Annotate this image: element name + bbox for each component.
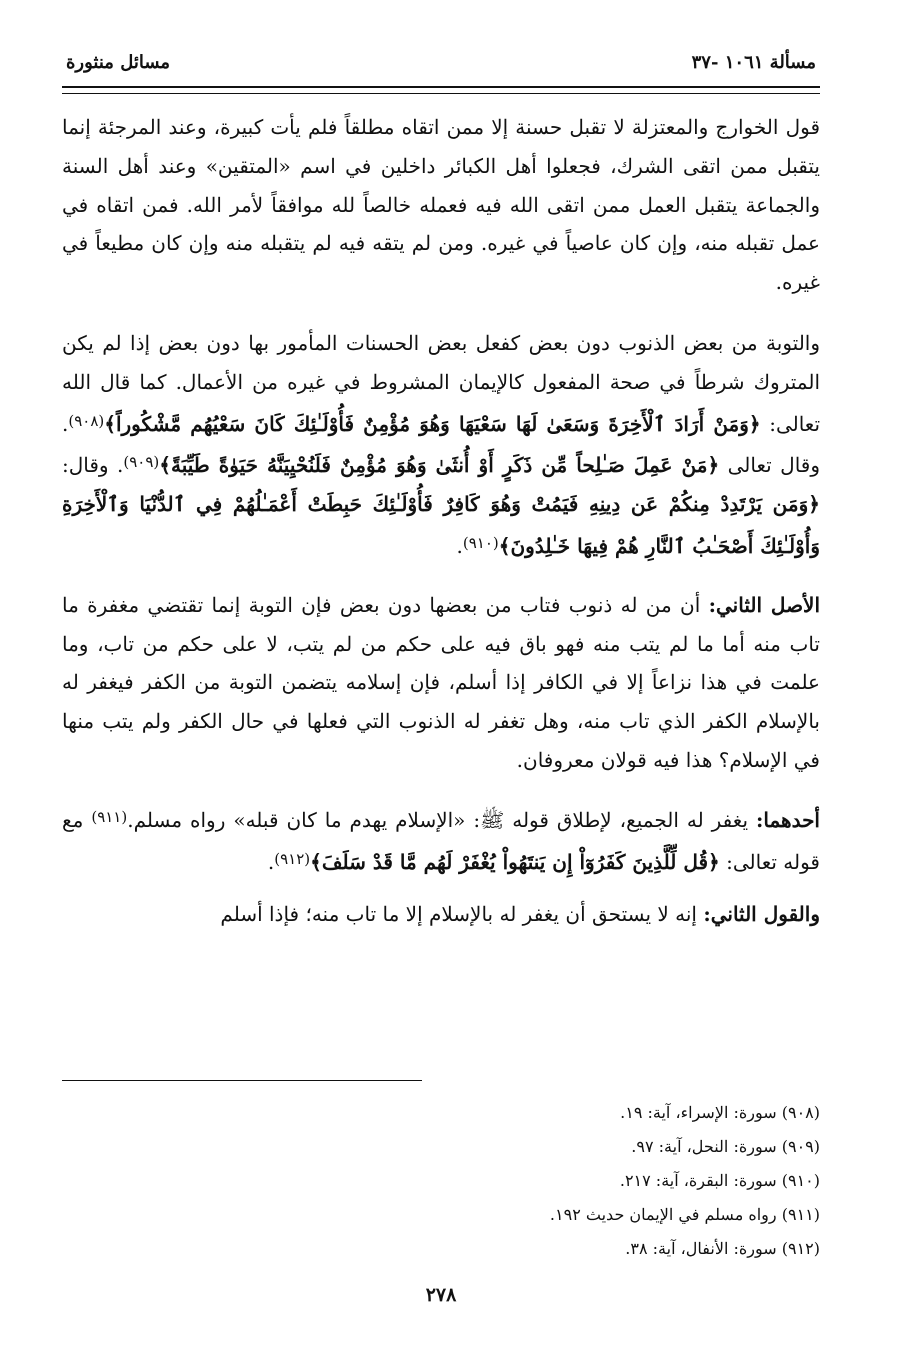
paragraph-4 (62, 798, 820, 882)
paragraph-4-text-2: مع قوله تعالى: (62, 807, 820, 874)
footnote-912: (٩١٢) سورة: الأنفال، آية: ٣٨. (625, 1239, 820, 1258)
paragraph-3 (62, 586, 820, 780)
header-issue-number: مسألة ١٠٦١ -٣٧ (691, 52, 816, 73)
paragraph-2-text-3: . وقال: (62, 453, 124, 478)
second-opinion-heading: والقول الثاني: (703, 902, 820, 927)
first-opinion-heading: أحدهما: (755, 807, 820, 832)
paragraph-3-text: أن من له ذنوب فتاب من بعضها دون بعض فإن التوبة إنما تقتضي مغفرة ما تاب منه أما ما لم يتب منه فهو باق فيه على حكم من لم يتب، لا على حكم من تاب، وما علمت في هذا نزاعاً إلا في الكافر إذا أسلم، فإن إسلامه يتضمن التوبة من الكفر فيغفر له بالإسلام الكفر الذي تاب منه، وهل تغفر له الذنوب التي فعلها في حال الكفر ولم يتب منها في الإسلام؟ هذا فيه قولان معروفان. (62, 592, 820, 772)
principle-heading: الأصل الثاني: (708, 592, 821, 617)
header-rule (62, 86, 820, 94)
paragraph-4-end: . (267, 849, 275, 874)
footnote-separator (62, 1080, 422, 1081)
footnotes (62, 1096, 820, 1266)
quran-verse-3: ﴿وَمَن يَرْتَدِدْ مِنكُمْ عَن دِينِهِ فَيَمُتْ وَهُوَ كَافِرٌ فَأُوْلَـٰئِكَ حَبِطَتْ أَعْمَـٰلُهُمْ فِي ٱلدُّنْيَا وَٱلْأَخِرَةِ وَأُوْلَـٰئِكَ أَصْحَـٰبُ ٱلنَّارِ هُمْ فِيهَا خَـٰلِدُونَ﴾ (62, 492, 821, 558)
footnote-ref-910[interactable]: (٩١٠) (462, 533, 499, 552)
quran-verse-1: ﴿وَمَنْ أَرَادَ ٱلْأَخِرَةَ وَسَعَىٰ لَهَا سَعْيَهَا وَهُوَ مُؤْمِنٌ فَأُوْلَـٰئِكَ كَانَ سَعْيُهُم مَّشْكُوراً﴾ (104, 411, 761, 436)
quran-verse-4: ﴿قُل لِّلَّذِينَ كَفَرُوٓاْ إِن يَنتَهُواْ يُغْفَرْ لَهُم مَّا قَدْ سَلَفَ﴾ (310, 849, 720, 874)
footnote-909: (٩٠٩) سورة: النحل، آية: ٩٧. (631, 1137, 820, 1156)
paragraph-2-end: . (456, 533, 463, 558)
footnote-910: (٩١٠) سورة: البقرة، آية: ٢١٧. (619, 1171, 820, 1190)
footnote-ref-911[interactable]: (٩١١) (91, 807, 128, 826)
book-page (62, 38, 820, 1328)
paragraph-2-text-1: والتوبة من بعض الذنوب دون بعض كفعل بعض الحسنات المأمور بها دون بعض إذا لم يكن المتروك شرطاً في صحة المفعول كالإيمان المشروط في غيره من الأعمال. كما قال الله تعالى: (62, 330, 821, 436)
paragraph-2 (62, 324, 820, 566)
paragraph-1-text: قول الخوارج والمعتزلة لا تقبل حسنة إلا ممن اتقاه مطلقاً فلم يأت كبيرة، وعند المرجئة إنما يتقبل ممن اتقى الشرك، فجعلوا أهل الكبائر داخلين في اسم «المتقين» وعند أهل السنة والجماعة يتقبل العمل ممن اتقى الله فيه فعمله خالصاً لله موافقاً لأمر الله. فمن اتقاه في عمل تقبله منه، وإن كان عاصياً في غيره. ومن لم يتقه فيه لم يتقبله منه وإن كان مطيعاً في غيره. (62, 115, 820, 295)
paragraph-5-text: إنه لا يستحق أن يغفر له بالإسلام إلا ما تاب منه؛ فإذا أسلم (220, 902, 697, 927)
page-number: ٢٧٨ (425, 1284, 457, 1306)
footnote-ref-909[interactable]: (٩٠٩) (123, 453, 160, 472)
footnote-908: (٩٠٨) سورة: الإسراء، آية: ١٩. (620, 1103, 820, 1122)
paragraph-4-text-1: يغفر له الجميع، لإطلاق قوله ﷺ: «الإسلام يهدم ما كان قبله» رواه مسلم. (127, 807, 749, 832)
paragraph-2-text-2: . وقال تعالى (62, 411, 821, 478)
footnote-ref-912[interactable]: (٩١٢) (274, 849, 311, 868)
header-section-title: مسائل منثورة (66, 52, 171, 73)
footnote-911: (٩١١) رواه مسلم في الإيمان حديث ١٩٢. (549, 1205, 820, 1224)
main-text (62, 108, 820, 934)
quran-verse-2: ﴿مَنْ عَمِلَ صَـٰلِحاً مِّن ذَكَرٍ أَوْ أُنثَىٰ وَهُوَ مُؤْمِنٌ فَلَنُحْيِيَنَّهُ حَيَوٰةً طَيِّبَةً﴾ (159, 453, 720, 478)
paragraph-1 (62, 108, 820, 302)
footnote-ref-908[interactable]: (٩٠٨) (68, 411, 105, 430)
running-header (62, 52, 820, 82)
paragraph-5 (62, 895, 820, 934)
